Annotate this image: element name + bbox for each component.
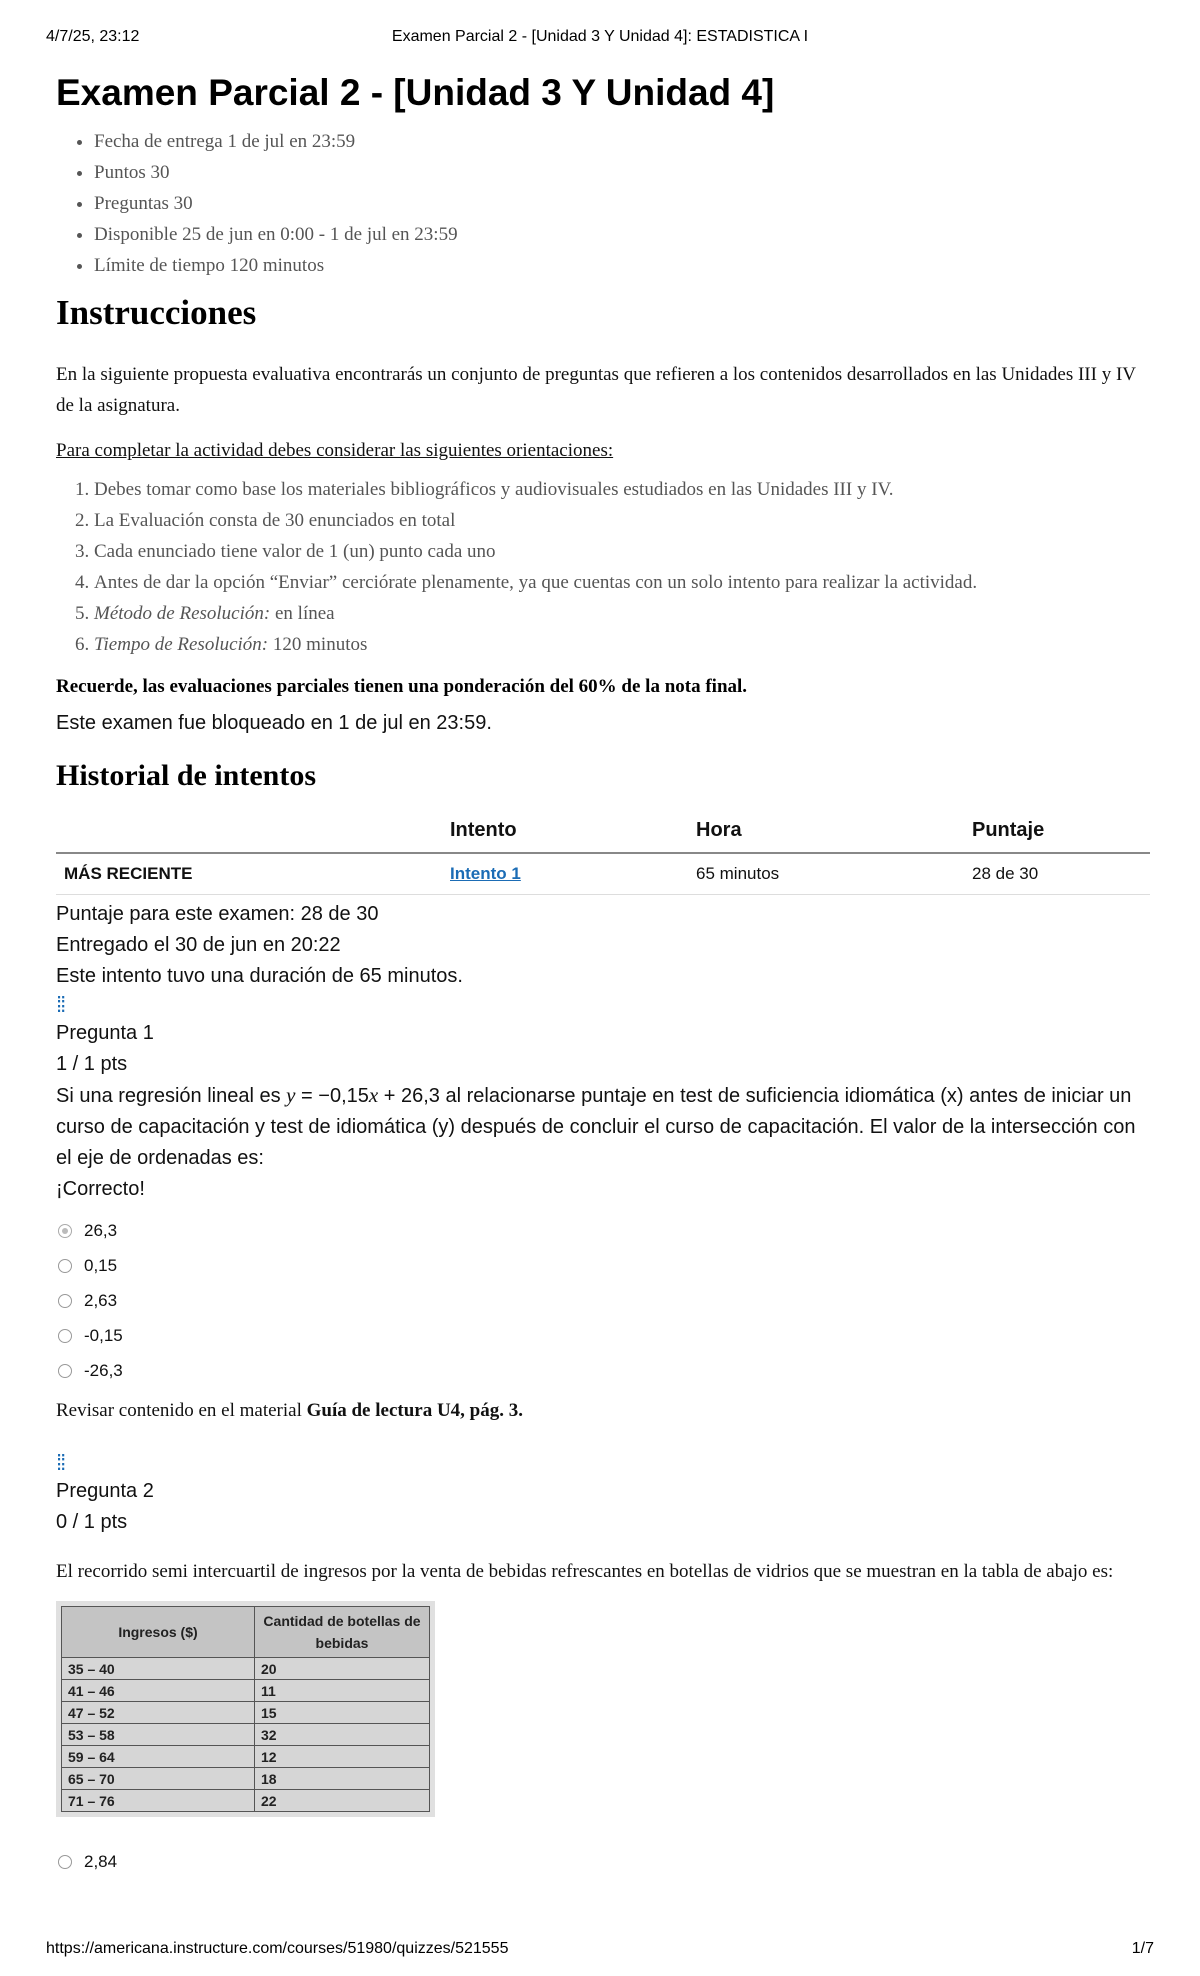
- rule-value: 120 minutos: [268, 634, 368, 655]
- count-cell: 22: [255, 1790, 430, 1812]
- column-header: Cantidad de botellas de bebidas: [255, 1607, 430, 1658]
- drag-handle-icon[interactable]: ⁞⁞: [56, 1450, 65, 1475]
- question-count: • Preguntas 30: [94, 188, 1150, 219]
- option-label: 2,84: [84, 1851, 118, 1871]
- page-url: https://americana.instructure.com/courses/51980/quizzes/521555: [46, 1940, 509, 1957]
- count-cell: 20: [255, 1658, 430, 1680]
- submitted-date: Entregado el 30 de jun en 20:22: [56, 934, 341, 956]
- table-row: [62, 1790, 430, 1812]
- page-title: Examen Parcial 2 - [Unidad 3 Y Unidad 4]: [56, 72, 775, 113]
- instructions-list: [56, 474, 1150, 660]
- answer-option[interactable]: [56, 1353, 1150, 1388]
- radio-icon[interactable]: [58, 1329, 72, 1343]
- points: • Puntos 30: [94, 157, 1150, 188]
- attempt-link[interactable]: Intento 1: [450, 864, 521, 883]
- answer-option[interactable]: [56, 1248, 1150, 1283]
- table-row: [62, 1702, 430, 1724]
- rule-item: [94, 598, 1150, 629]
- formula-y: y: [286, 1083, 296, 1107]
- answer-option[interactable]: [56, 1283, 1150, 1318]
- option-label: -26,3: [84, 1360, 123, 1380]
- income-cell: 71 – 76: [62, 1790, 255, 1812]
- question-points: 1 / 1 pts: [56, 1053, 128, 1075]
- review-source: Guía de lectura U4, pág. 3.: [306, 1400, 523, 1421]
- print-header: [46, 28, 1154, 46]
- page-number: 1/7: [1131, 1940, 1154, 1957]
- time-limit: • Límite de tiempo 120 minutos: [94, 250, 1150, 281]
- income-cell: 65 – 70: [62, 1768, 255, 1790]
- formula-mid: = −0,15: [295, 1085, 369, 1107]
- answer-options: [56, 1213, 1150, 1388]
- rule-value: en línea: [270, 603, 335, 624]
- question-2: [56, 1450, 1150, 1879]
- recent-label: MÁS RECIENTE: [56, 853, 442, 895]
- question-1: [56, 992, 1150, 1422]
- attempt-cell: [442, 853, 688, 895]
- option-label: -0,15: [84, 1325, 123, 1345]
- table-header-row: [62, 1607, 430, 1658]
- rule-label: Tiempo de Resolución:: [94, 634, 269, 655]
- income-table: [61, 1606, 430, 1812]
- rule-item: 1. Debes tomar como base los materiales bibliográficos y audiovisuales estudiados en las Unidades III y IV.: [94, 474, 1150, 505]
- table-row: [62, 1724, 430, 1746]
- count-cell: 15: [255, 1702, 430, 1724]
- count-cell: 12: [255, 1746, 430, 1768]
- income-cell: 59 – 64: [62, 1746, 255, 1768]
- radio-icon[interactable]: [58, 1855, 72, 1869]
- column-header: Intento: [442, 809, 688, 853]
- table-row: [56, 853, 1150, 895]
- income-cell: 53 – 58: [62, 1724, 255, 1746]
- question-text-part: + 26,3 al relacionarse puntaje en test de suficiencia idiomática (x) antes de iniciar un curso de capacitación y test de idiomática (y) después de concluir el curso de capacitación. El valor de la intersección con el eje de ordenadas es:: [56, 1085, 1136, 1169]
- rule-item: [94, 629, 1150, 660]
- option-label: 0,15: [84, 1255, 118, 1275]
- question-text: [56, 1080, 1150, 1174]
- table-row: [62, 1746, 430, 1768]
- rule-item: 2. La Evaluación consta de 30 enunciados en total: [94, 505, 1150, 536]
- print-footer: [46, 1940, 1154, 1958]
- radio-icon[interactable]: [58, 1294, 72, 1308]
- rule-item: 4. Antes de dar la opción “Enviar” cerciórate plenamente, ya que cuentas con un solo intento para realizar la actividad.: [94, 567, 1150, 598]
- attempt-history-table: [56, 809, 1150, 895]
- due-date: • Fecha de entrega 1 de jul en 23:59: [94, 126, 1150, 157]
- quiz-details: [56, 126, 1150, 281]
- income-cell: 35 – 40: [62, 1658, 255, 1680]
- weighting-note: Recuerde, las evaluaciones parciales tienen una ponderación del 60% de la nota final.: [56, 676, 748, 697]
- attempt-summary: [56, 899, 1150, 992]
- answer-option[interactable]: [56, 1213, 1150, 1248]
- count-cell: 18: [255, 1768, 430, 1790]
- column-header: Hora: [688, 809, 964, 853]
- question-text-part: Si una regresión lineal es: [56, 1085, 287, 1107]
- rule-item: 3. Cada enunciado tiene valor de 1 (un) punto cada uno: [94, 536, 1150, 567]
- income-cell: 47 – 52: [62, 1702, 255, 1724]
- count-cell: 11: [255, 1680, 430, 1702]
- instructions-intro: En la siguiente propuesta evaluativa encontrarás un conjunto de preguntas que refieren a los contenidos desarrollados en las Unidades III y IV de la asignatura.: [56, 364, 1136, 416]
- radio-icon[interactable]: [58, 1364, 72, 1378]
- attempt-duration: Este intento tuvo una duración de 65 minutos.: [56, 965, 463, 987]
- history-heading: Historial de intentos: [56, 759, 316, 792]
- count-cell: 32: [255, 1724, 430, 1746]
- review-note: [56, 1400, 1150, 1422]
- orientations-label: Para completar la actividad debes considerar las siguientes orientaciones:: [56, 440, 614, 461]
- formula-x: x: [368, 1083, 379, 1107]
- option-label: 2,63: [84, 1290, 118, 1310]
- review-prefix: Revisar contenido en el material: [56, 1400, 307, 1421]
- answer-option[interactable]: [56, 1844, 1150, 1879]
- question-title: Pregunta 2: [56, 1480, 154, 1502]
- answer-feedback: ¡Correcto!: [56, 1178, 145, 1200]
- question-text: El recorrido semi intercuartil de ingresos por la venta de bebidas refrescantes en botellas de vidrios que se muestran en la tabla de abajo es:: [56, 1561, 1114, 1582]
- column-header: [56, 809, 442, 853]
- print-title: Examen Parcial 2 - [Unidad 3 Y Unidad 4]: ESTADISTICA I: [391, 28, 809, 45]
- option-label: 26,3: [84, 1220, 118, 1240]
- main-content: [56, 64, 1150, 1879]
- drag-handle-icon[interactable]: ⁞⁞: [56, 992, 65, 1017]
- answer-option[interactable]: [56, 1318, 1150, 1353]
- column-header: Puntaje: [964, 809, 1150, 853]
- income-cell: 41 – 46: [62, 1680, 255, 1702]
- radio-icon[interactable]: [58, 1259, 72, 1273]
- data-table-image: [56, 1601, 435, 1817]
- availability: • Disponible 25 de jun en 0:00 - 1 de jul en 23:59: [94, 219, 1150, 250]
- score-cell: 28 de 30: [964, 853, 1150, 895]
- question-points: 0 / 1 pts: [56, 1511, 128, 1533]
- radio-selected-icon[interactable]: [58, 1224, 72, 1238]
- print-datetime: 4/7/25, 23:12: [46, 28, 140, 45]
- table-row: [62, 1658, 430, 1680]
- table-row: [62, 1680, 430, 1702]
- instructions-heading: Instrucciones: [56, 293, 257, 332]
- rule-label: Método de Resolución:: [94, 603, 271, 624]
- column-header: Ingresos ($): [62, 1607, 255, 1658]
- time-cell: 65 minutos: [688, 853, 964, 895]
- locked-notice: Este examen fue bloqueado en 1 de jul en 23:59.: [56, 712, 492, 734]
- exam-score: Puntaje para este examen: 28 de 30: [56, 903, 379, 925]
- table-header-row: [56, 809, 1150, 853]
- question-title: Pregunta 1: [56, 1022, 154, 1044]
- table-row: [62, 1768, 430, 1790]
